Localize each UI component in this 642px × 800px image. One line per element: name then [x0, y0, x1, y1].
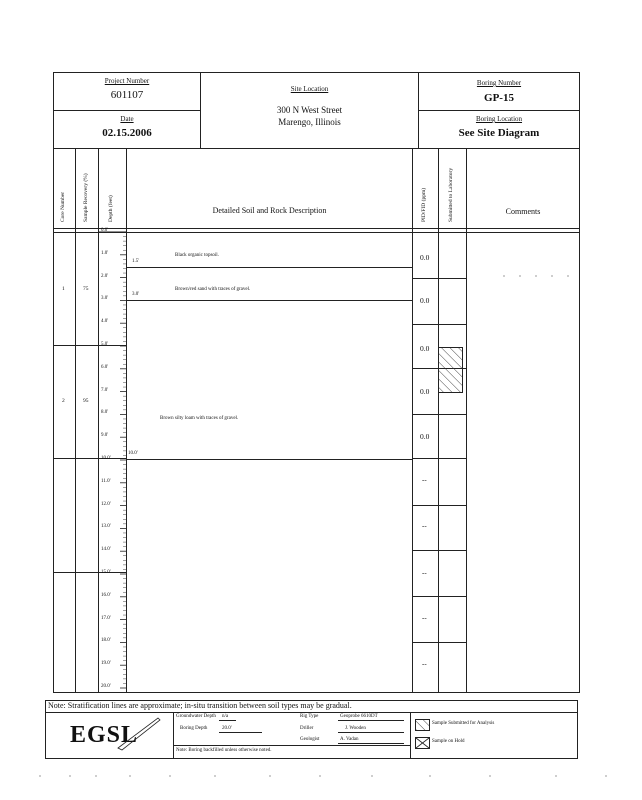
depth-scale	[120, 232, 126, 688]
boring-depth-value: 20.0'	[222, 726, 232, 731]
depth-tick-label: 16.0'	[101, 592, 111, 598]
depth-tick-label: 17.0'	[101, 615, 111, 621]
legend-analysis: Sample Submitted for Analysis	[432, 721, 495, 726]
depth-tick-label: 18.0'	[101, 638, 111, 644]
stratum-depth: 3.0'	[132, 292, 140, 297]
col-sample-recovery: Sample Recovery (%)	[83, 173, 89, 222]
date-label: Date	[120, 115, 134, 123]
core-recovery: 75	[83, 286, 89, 292]
geologist-value: A. Vadan	[340, 737, 359, 742]
pid-reading: --	[422, 569, 427, 577]
stratification-note: Note: Stratification lines are approximate; in-situ transition between soil types may be gradual.	[48, 701, 352, 710]
depth-tick-label: 12.0'	[101, 501, 111, 507]
geologist-label: Geologist	[300, 737, 320, 742]
col-core-number: Core Number	[60, 191, 66, 222]
col-pid: PID/FID (ppm)	[421, 187, 427, 222]
site-location-label: Site Location	[290, 85, 329, 93]
col-description: Detailed Soil and Rock Description	[212, 206, 327, 215]
boring-number-label: Boring Number	[476, 79, 522, 87]
pid-reading: 0.0	[420, 432, 430, 441]
pid-reading: 0.0	[420, 387, 430, 396]
depth-tick-label: 6.0'	[101, 364, 109, 370]
date-value: 02.15.2006	[102, 127, 152, 139]
depth-tick-label: 8.0'	[101, 410, 109, 416]
depth-tick-label: 11.0'	[101, 478, 111, 484]
depth-tick-label: 19.0'	[101, 661, 111, 667]
sample-submitted-mark	[439, 348, 463, 393]
core-number: 1	[62, 286, 65, 292]
driller-label: Driller	[300, 726, 314, 731]
depth-tick-label: 13.0'	[101, 524, 111, 530]
depth-tick-label: 7.0'	[101, 387, 109, 393]
boring-number: GP-15	[484, 92, 514, 104]
boring-depth-label: Boring Depth	[180, 726, 208, 731]
backfill-note: Note: Boring backfilled unless otherwise noted.	[176, 748, 272, 753]
legend-cross-icon	[416, 738, 429, 748]
stratum-depth: 1.5'	[132, 259, 140, 264]
rig-type-value: Geoprobe 6610DT	[340, 714, 378, 719]
depth-tick-label: 10.0'	[101, 456, 111, 461]
depth-tick-label: 20.0'	[101, 684, 111, 689]
site-city: Marengo, Illinois	[278, 117, 341, 127]
depth-tick-label: 9.0'	[101, 433, 109, 439]
pid-reading: --	[422, 614, 427, 622]
legend-hold: Sample on Hold	[432, 739, 465, 744]
driller-value: J. Wooden	[345, 726, 366, 731]
depth-tick-label: 4.0'	[101, 319, 109, 325]
pid-reading: 0.0	[420, 296, 430, 305]
site-street: 300 N West Street	[276, 105, 343, 115]
depth-tick-label: 1.0'	[101, 250, 109, 256]
depth-tick-label: 14.0'	[101, 547, 111, 553]
col-comments: Comments	[505, 207, 541, 216]
pid-reading: --	[422, 660, 427, 668]
core-number: 2	[62, 398, 65, 404]
rig-type-label: Rig Type	[300, 714, 319, 719]
stratum-description: Black organic topsoil.	[175, 253, 219, 258]
project-number: 601107	[110, 89, 144, 101]
pid-reading: 0.0	[420, 253, 430, 262]
depth-tick-label: 0.0'	[101, 228, 109, 233]
depth-tick-label: 15.0'	[101, 570, 111, 575]
stratum-description: Brown/red sand with traces of gravel.	[175, 287, 251, 292]
boring-location-label: Boring Location	[475, 115, 523, 123]
depth-tick-label: 5.0'	[101, 342, 109, 347]
groundwater-value: n/a	[222, 714, 229, 719]
pid-reading: 0.0	[420, 344, 430, 353]
core-recovery: 95	[83, 398, 89, 404]
stratum-depth: 10.0'	[128, 451, 138, 456]
groundwater-label: Groundwater Depth	[176, 714, 216, 719]
pid-reading: --	[422, 476, 427, 484]
col-depth: Depth (feet)	[108, 195, 114, 222]
depth-tick-label: 3.0'	[101, 296, 109, 302]
pid-reading: --	[422, 522, 427, 530]
project-number-label: Project Number	[104, 77, 150, 85]
egsl-logo: EGSL	[70, 722, 139, 748]
depth-tick-label: 2.0'	[101, 273, 109, 279]
col-submitted: Submitted to Laboratory	[448, 167, 454, 222]
legend-hatch-icon	[416, 720, 429, 730]
stratum-description: Brown silty loam with traces of gravel.	[160, 416, 239, 421]
boring-location: See Site Diagram	[458, 127, 540, 139]
